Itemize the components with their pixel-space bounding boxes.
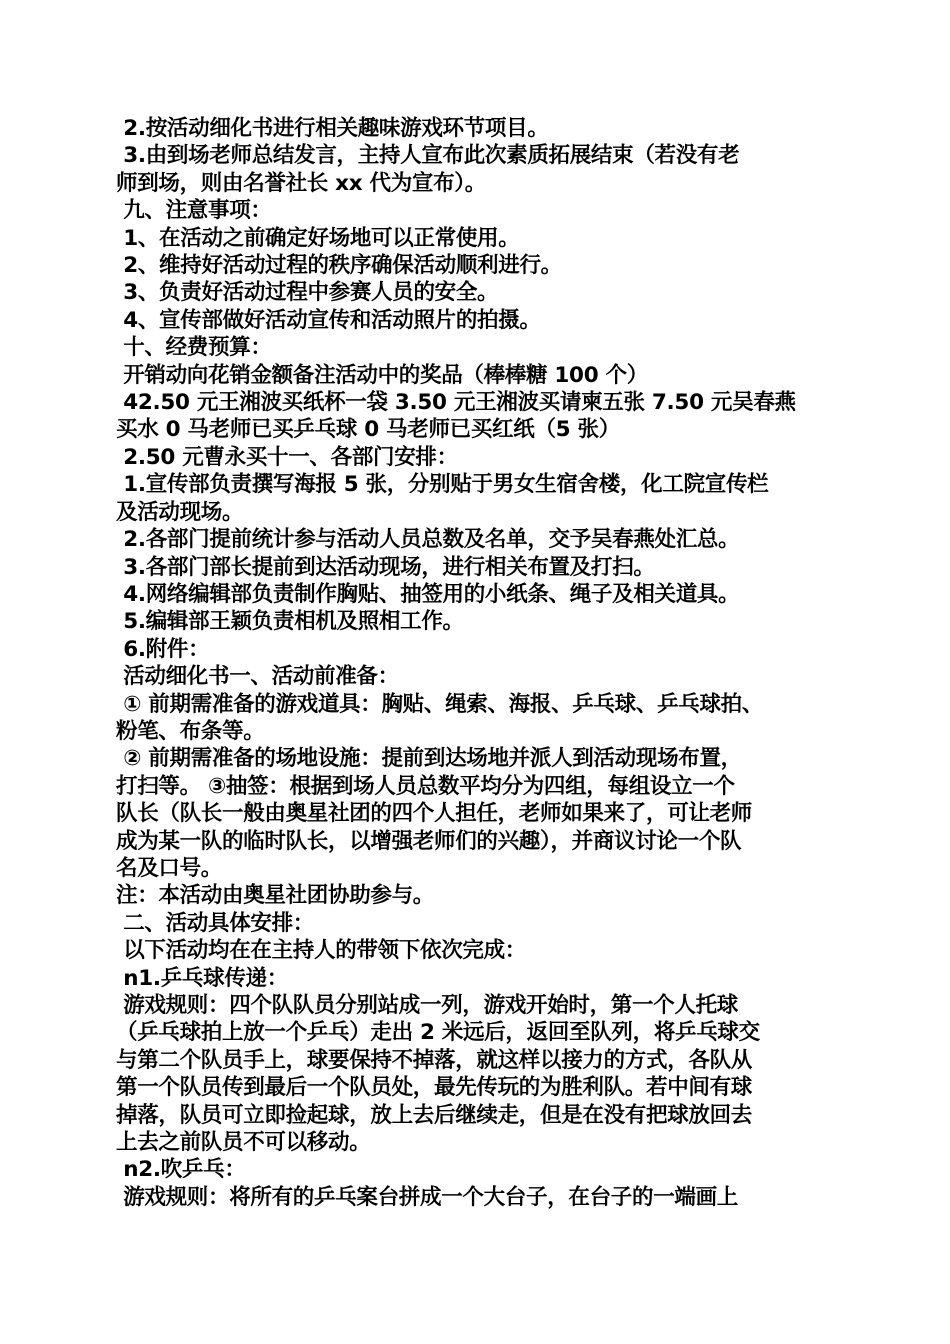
text-line: 名及口号。 (116, 855, 223, 881)
section-heading: 九、注意事项： (116, 198, 272, 224)
text-line: 1、在活动之前确定好场地可以正常使用。 (116, 225, 520, 251)
text-line: 3、负责好活动过程中参赛人员的安全。 (116, 280, 499, 306)
text-line: 4、宣传部做好活动宣传和活动照片的拍摄。 (116, 307, 541, 333)
subsection-heading: n2.吹乒乓： (116, 1157, 246, 1183)
document-page (116, 115, 838, 1211)
text-line: 42.50 元王湘波买纸杯一袋 3.50 元王湘波买请柬五张 7.50 元吴春燕 (116, 390, 796, 416)
text-line: 掉落，队员可立即捡起球，放上去后继续走，但是在没有把球放回去 (116, 1102, 753, 1128)
text-line: 2.按活动细化书进行相关趣味游戏环节项目。 (116, 116, 549, 141)
text-line: 2.50 元曹永买十一、各部门安排： (116, 444, 458, 470)
text-line: （乒乓球拍上放一个乒乓）走出 2 米远后，返回至队列，将乒乓球交 (116, 1020, 760, 1046)
text-line: 第一个队员传到最后一个队员处，最先传玩的为胜利队。若中间有球 (116, 1075, 753, 1101)
text-line: 游戏规则：将所有的乒乓案台拼成一个大台子，在台子的一端画上 (116, 1184, 738, 1210)
text-line: 队长（队长一般由奥星社团的四个人担任，老师如果来了，可让老师 (116, 801, 753, 827)
section-heading: 活动细化书一、活动前准备： (116, 664, 399, 690)
text-line: 2、维持好活动过程的秩序确保活动顺利进行。 (116, 253, 562, 279)
text-line: 4.网络编辑部负责制作胸贴、抽签用的小纸条、绳子及相关道具。 (116, 581, 740, 607)
text-line: 2.各部门提前统计参与活动人员总数及名单，交予吴春燕处汇总。 (116, 527, 740, 553)
section-heading: 十、经费预算： (116, 335, 272, 361)
text-line: 3.各部门部长提前到达活动现场，进行相关布置及打扫。 (116, 554, 655, 580)
text-line: 粉笔、布条等。 (116, 718, 265, 744)
text-line: 与第二个队员手上，球要保持不掉落，就这样以接力的方式，各队从 (116, 1047, 753, 1073)
subsection-heading: n1.乒乓球传递： (116, 965, 288, 991)
text-line: 5.编辑部王颖负责相机及照相工作。 (116, 609, 464, 635)
text-line: 打扫等。 ③抽签：根据到场人员总数平均分为四组，每组设立一个 (116, 773, 735, 799)
text-line: 师到场，则由名誉社长 xx 代为宣布）。 (116, 170, 486, 196)
text-line: 3.由到场老师总结发言，主持人宣布此次素质拓展结束（若没有老 (116, 143, 740, 169)
text-line: 上去之前队员不可以移动。 (116, 1130, 371, 1156)
text-line: 买水 0 马老师已买乒乓球 0 马老师已买红纸（5 张） (116, 417, 620, 443)
text-line: 成为某一队的临时队长，以增强老师们的兴趣），并商议讨论一个队 (116, 828, 742, 854)
section-heading: 6.附件： (116, 636, 210, 662)
text-line: ② 前期需准备的场地设施：提前到达场地并派人到活动现场布置， (116, 746, 742, 772)
text-line: 及活动现场。 (116, 499, 244, 525)
text-line: 开销动向花销金额备注活动中的奖品（棒棒糖 100 个） (116, 362, 648, 388)
note-line: 注：本活动由奥星社团协助参与。 (116, 883, 435, 909)
text-line: 1.宣传部负责撰写海报 5 张，分别贴于男女生宿舍楼，化工院宣传栏 (116, 472, 769, 498)
text-line: 游戏规则：四个队队员分别站成一列，游戏开始时，第一个人托球 (116, 993, 738, 1018)
text-line: ① 前期需准备的游戏道具：胸贴、绳索、海报、乒乓球、乒乓球拍、 (116, 691, 764, 717)
text-line: 以下活动均在在主持人的带领下依次完成： (116, 938, 526, 964)
section-heading: 二、活动具体安排： (116, 910, 314, 936)
